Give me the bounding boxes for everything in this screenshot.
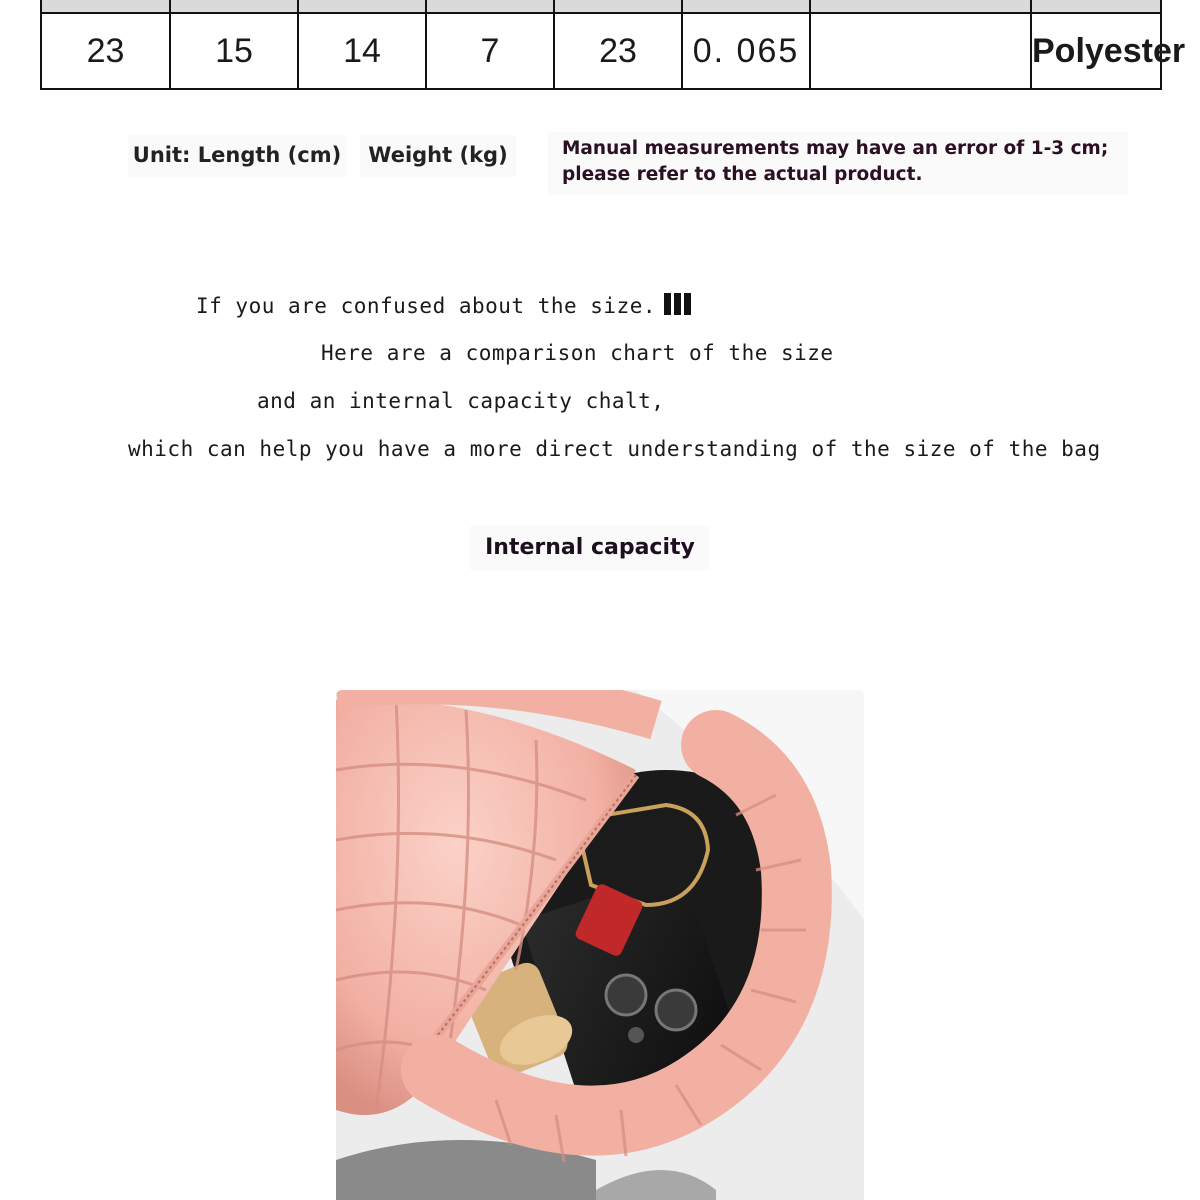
header-cell [41,0,170,13]
table-row [41,13,1161,89]
bag-illustration [336,690,864,1200]
cell-empty [810,13,1031,89]
cell-value: 23 [41,13,170,89]
size-table [40,0,1186,90]
unit-weight-label: Weight (kg) [360,135,516,177]
header-cell [426,0,554,13]
guide-line-4: which can help you have a more direct understanding of the size of the bag [128,437,1101,461]
cell-value: 7 [426,13,554,89]
pink-quilted-bag-photo [336,690,864,1200]
measurement-note [548,132,1128,194]
header-cell [298,0,426,13]
unit-length-label: Unit: Length (cm) [128,135,346,177]
bars-glyph [664,293,694,320]
guide-line-1-text: If you are confused about the size. [196,294,657,318]
guide-line-3: and an internal capacity chalt, [257,389,665,413]
header-cell [1031,0,1161,13]
capacity-title: Internal capacity [470,526,710,570]
header-cell [682,0,810,13]
guide-line-2: Here are a comparison chart of the size [321,341,834,365]
table-header-strip [41,0,1161,13]
note-line-1: Manual measurements may have an error of 1-3 cm; [562,138,1109,159]
guide-line-1 [196,293,694,320]
note-line-2: please refer to the actual product. [562,164,923,185]
cell-weight: 0. 065 [682,13,810,89]
header-cell [810,0,1031,13]
cell-value: 23 [554,13,682,89]
cell-value: 14 [298,13,426,89]
cell-material: Polyester [1031,13,1161,89]
header-cell [170,0,298,13]
header-cell [554,0,682,13]
cell-value: 15 [170,13,298,89]
